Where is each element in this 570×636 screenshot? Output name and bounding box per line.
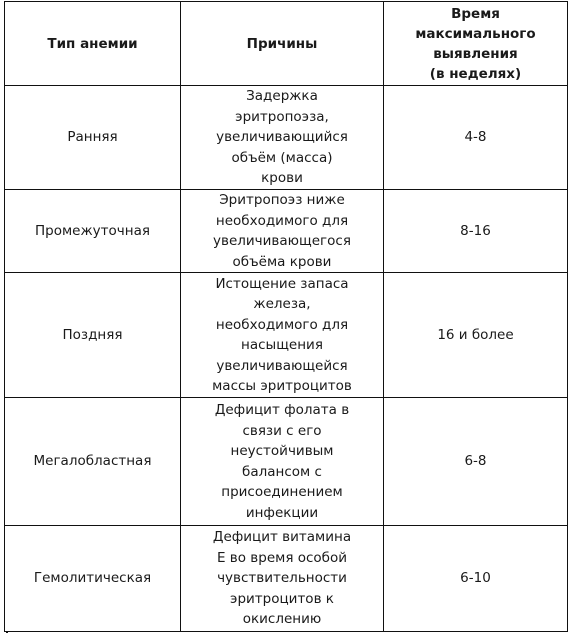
stray-dot xyxy=(6,631,8,633)
table-row xyxy=(5,526,568,632)
cell-cause: Эритропоэз ниже необходимого для увеличивающегося объёма крови xyxy=(181,190,384,273)
header-causes: Причины xyxy=(181,2,384,86)
cell-anemia-type: Ранняя xyxy=(5,86,181,190)
cell-weeks: 16 и более xyxy=(384,273,568,398)
cell-cause: Дефицит фолата в связи с его неустойчивым балансом с присоединением инфекции xyxy=(181,398,384,526)
table-row xyxy=(5,86,568,190)
cell-cause: Задержка эритропоэза, увеличивающийся объём (масса) крови xyxy=(181,86,384,190)
cell-anemia-type: Промежуточная xyxy=(5,190,181,273)
cell-weeks: 6-10 xyxy=(384,526,568,632)
table-row xyxy=(5,273,568,398)
header-anemia-type: Тип анемии xyxy=(5,2,181,86)
table-row xyxy=(5,398,568,526)
anemia-table xyxy=(4,1,568,632)
table-row xyxy=(5,190,568,273)
table-header-row xyxy=(5,2,568,86)
cell-weeks: 4-8 xyxy=(384,86,568,190)
cell-anemia-type: Гемолитическая xyxy=(5,526,181,632)
cell-cause: Истощение запаса железа, необходимого для насыщения увеличивающейся массы эритроцитов xyxy=(181,273,384,398)
cell-weeks: 8-16 xyxy=(384,190,568,273)
cell-anemia-type: Мегалобластная xyxy=(5,398,181,526)
cell-anemia-type: Поздняя xyxy=(5,273,181,398)
cell-cause: Дефицит витамина Е во время особой чувствительности эритроцитов к окислению xyxy=(181,526,384,632)
cell-weeks: 6-8 xyxy=(384,398,568,526)
header-max-detection-time: Время максимального выявления (в неделях) xyxy=(384,2,568,86)
